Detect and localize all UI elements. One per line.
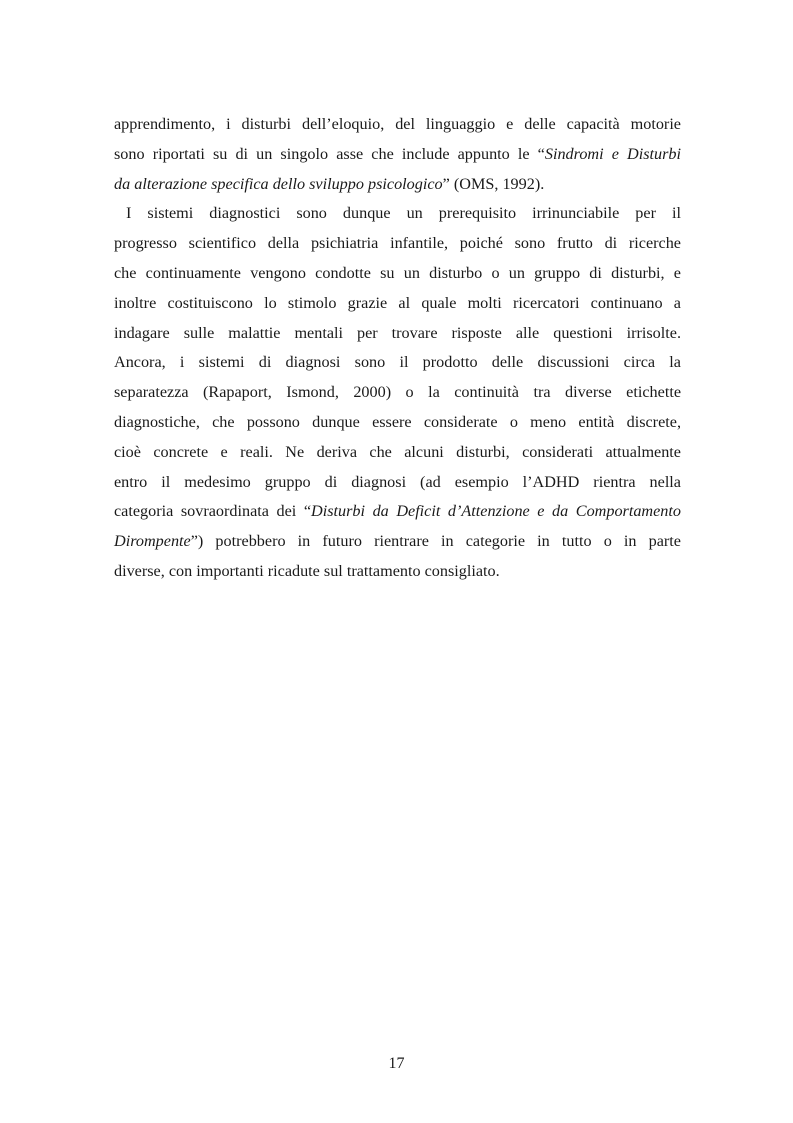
- text-run: categoria sovraordinata dei “: [114, 502, 312, 521]
- text-run: ”) potrebbero in futuro rientrare in categorie in tutto o in parte: [190, 532, 681, 551]
- paragraph-2: [114, 199, 681, 586]
- text-line: [114, 199, 681, 229]
- italic-text: da alterazione specifica dello sviluppo psicologico: [114, 174, 443, 193]
- text-run: cioè concrete e reali. Ne deriva che alcuni disturbi, considerati attualmente: [114, 442, 681, 461]
- text-line: [114, 110, 681, 140]
- text-line: [114, 229, 681, 259]
- text-run: che continuamente vengono condotte su un disturbo o un gruppo di disturbi, e: [114, 263, 681, 282]
- italic-text: Sindromi e Disturbi: [544, 144, 681, 163]
- text-line: [114, 319, 681, 349]
- text-run: progresso scientifico della psichiatria infantile, poiché sono frutto di ricerche: [114, 234, 681, 253]
- italic-text: Dirompente: [114, 532, 191, 551]
- body-text: [114, 110, 681, 587]
- text-run: diagnostiche, che possono dunque essere considerate o meno entità discrete,: [114, 412, 681, 431]
- text-run: entro il medesimo gruppo di diagnosi (ad esempio l’ADHD rientra nella: [114, 472, 681, 491]
- page-number: 17: [388, 1055, 405, 1072]
- text-line: [114, 468, 681, 498]
- text-line: [114, 557, 681, 587]
- text-line: [114, 289, 681, 319]
- text-line: [114, 259, 681, 289]
- text-run: inoltre costituiscono lo stimolo grazie al quale molti ricercatori continuano a: [114, 293, 681, 312]
- italic-text: Disturbi da Deficit d’Attenzione e da Comportamento: [311, 502, 681, 521]
- text-run: separatezza (Rapaport, Ismond, 2000) o la continuità tra diverse etichette: [114, 383, 681, 402]
- text-line: [114, 438, 681, 468]
- text-line: [114, 170, 681, 200]
- text-line: [114, 348, 681, 378]
- text-run: I sistemi diagnostici sono dunque un prerequisito irrinunciabile per il: [126, 204, 681, 223]
- text-run: ” (OMS, 1992).: [442, 174, 545, 193]
- text-line: [114, 378, 681, 408]
- paragraph-1: [114, 110, 681, 199]
- text-run: sono riportati su di un singolo asse che include appunto le “: [114, 144, 545, 163]
- text-run: Ancora, i sistemi di diagnosi sono il prodotto delle discussioni circa la: [114, 353, 681, 372]
- text-run: indagare sulle malattie mentali per trovare risposte alle questioni irrisolte.: [114, 323, 681, 342]
- text-line: [114, 140, 681, 170]
- text-line: [114, 497, 681, 527]
- text-run: apprendimento, i disturbi dell’eloquio, del linguaggio e delle capacità motorie: [114, 115, 681, 133]
- text-run: diverse, con importanti ricadute sul trattamento consigliato.: [114, 561, 500, 580]
- text-line: [114, 527, 681, 557]
- text-line: [114, 408, 681, 438]
